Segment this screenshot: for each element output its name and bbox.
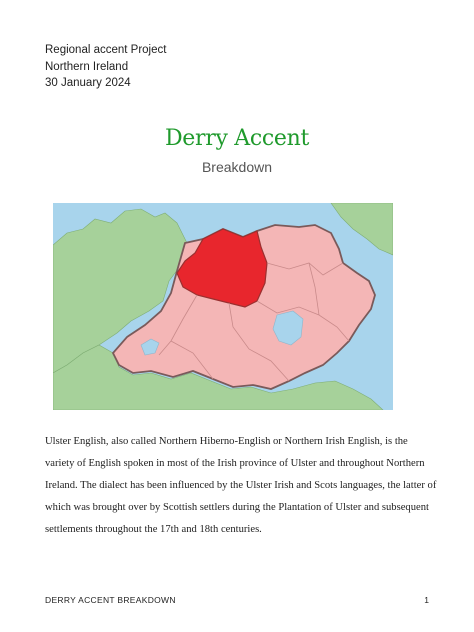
region-name: Northern Ireland (45, 60, 129, 73)
footer-label: DERRY ACCENT BREAKDOWN (45, 595, 176, 605)
page-title: Derry Accent (164, 126, 310, 151)
northern-ireland-map (53, 203, 393, 410)
project-name: Regional accent Project (45, 44, 167, 56)
page-number: 1 (424, 595, 429, 605)
document-header (45, 42, 166, 92)
page-subtitle: Breakdown (201, 159, 273, 175)
document-date: 30 January 2024 (45, 77, 131, 89)
body-paragraph: Ulster English, also called Northern Hiberno-English or Northern Irish English, is the variety of English spoken in most of the Irish province of Ulster and throughout Northern Ireland. The dialect has been influenced by the Ulster Irish and Scots languages, the latter of which was brought over by Scottish settlers during the Plantation of Ulster and subsequent settlements throughout the 17th and 18th centuries. (45, 436, 437, 535)
